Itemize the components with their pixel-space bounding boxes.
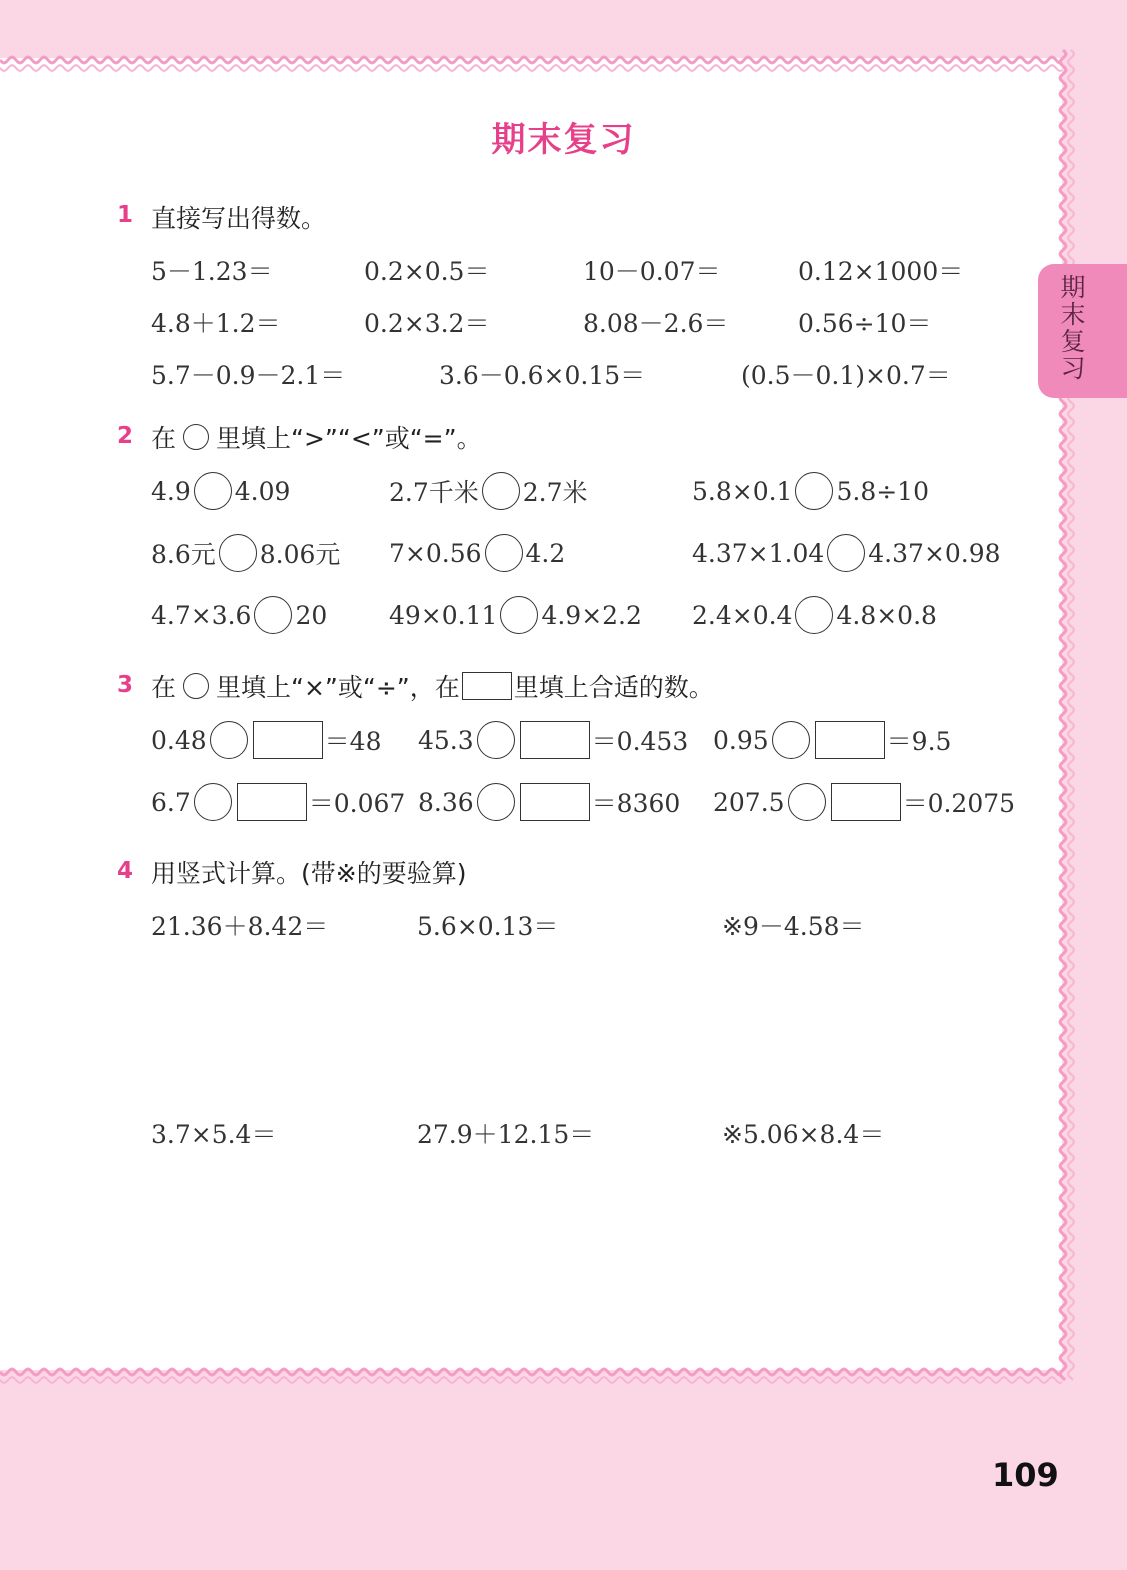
vertical-calc-item: ※9－4.58＝ (722, 912, 865, 941)
box-symbol-icon (462, 672, 512, 700)
circle-symbol-icon (183, 424, 209, 450)
compare-right: 20 (295, 600, 328, 630)
fill-right: ＝0.067 (308, 789, 406, 818)
instruction-part: 在 (151, 673, 177, 702)
page-number: 109 (992, 1456, 1059, 1494)
fill-left: 6.7 (151, 787, 191, 817)
operator-circle[interactable] (788, 783, 826, 821)
compare-left: 2.7千米 (389, 478, 479, 507)
fill-right: ＝9.5 (886, 727, 952, 756)
compare-left: 4.37×1.04 (692, 538, 825, 568)
compare-item (389, 596, 642, 634)
page-title: 期末复习 (491, 120, 636, 160)
compare-left: 2.4×0.4 (692, 600, 793, 630)
calc-item: 8.08－2.6＝ (583, 309, 729, 338)
compare-left: 4.9 (151, 476, 191, 506)
fill-left: 8.36 (418, 787, 474, 817)
compare-right: 2.7米 (522, 478, 588, 507)
answer-box[interactable] (520, 721, 590, 759)
answer-circle[interactable] (827, 534, 865, 572)
compare-item (692, 596, 937, 634)
compare-item (151, 534, 340, 572)
fill-left: 45.3 (418, 725, 474, 755)
answer-circle[interactable] (254, 596, 292, 634)
fill-left: 0.48 (151, 725, 207, 755)
answer-circle[interactable] (795, 472, 833, 510)
question-instruction (151, 419, 482, 455)
instruction-part: 里填上“×”或“÷”，在 (216, 673, 460, 702)
question-number: 3 (117, 672, 134, 698)
question-number: 4 (117, 858, 134, 884)
answer-circle[interactable] (795, 596, 833, 634)
instruction-part: 里填上“>”“<”或“=”。 (216, 424, 482, 453)
fill-right: ＝8360 (591, 789, 681, 818)
question-instruction (151, 668, 714, 704)
calc-item: 0.2×3.2＝ (364, 309, 490, 338)
question-number: 2 (117, 423, 134, 449)
compare-right: 5.8÷10 (836, 476, 929, 506)
operator-circle[interactable] (477, 783, 515, 821)
circle-symbol-icon (183, 673, 209, 699)
operator-circle[interactable] (210, 721, 248, 759)
fill-item (151, 783, 405, 821)
calc-item: 0.12×1000＝ (798, 257, 964, 286)
answer-box[interactable] (815, 721, 885, 759)
compare-item (389, 472, 588, 510)
answer-box[interactable] (253, 721, 323, 759)
compare-item (692, 472, 929, 510)
operator-circle[interactable] (194, 783, 232, 821)
fill-left: 0.95 (713, 725, 769, 755)
calc-item: 5.7－0.9－2.1＝ (151, 361, 346, 390)
compare-right: 8.06元 (259, 540, 341, 569)
calc-item: (0.5－0.1)×0.7＝ (741, 361, 951, 390)
answer-circle[interactable] (194, 472, 232, 510)
vertical-calc-item: 27.9＋12.15＝ (417, 1120, 595, 1149)
answer-circle[interactable] (485, 534, 523, 572)
answer-circle[interactable] (500, 596, 538, 634)
vertical-calc-item: 21.36＋8.42＝ (151, 912, 329, 941)
compare-right: 4.8×0.8 (836, 600, 937, 630)
compare-left: 49×0.11 (389, 600, 498, 630)
compare-left: 4.7×3.6 (151, 600, 252, 630)
fill-right: ＝0.2075 (902, 789, 1016, 818)
compare-right: 4.37×0.98 (868, 538, 1001, 568)
question-instruction: 直接写出得数。 (151, 204, 327, 233)
fill-item (418, 721, 688, 759)
compare-left: 5.8×0.1 (692, 476, 793, 506)
answer-circle[interactable] (219, 534, 257, 572)
compare-item (151, 472, 290, 510)
compare-item (389, 534, 565, 572)
vertical-calc-item: 5.6×0.13＝ (417, 912, 559, 941)
calc-item: 5－1.23＝ (151, 257, 273, 286)
fill-item (713, 783, 1015, 821)
calc-item: 0.2×0.5＝ (364, 257, 490, 286)
section-side-tab[interactable] (1038, 264, 1127, 398)
compare-item (151, 596, 327, 634)
compare-left: 8.6元 (151, 540, 216, 569)
compare-right: 4.9×2.2 (541, 600, 642, 630)
calc-item: 3.6－0.6×0.15＝ (439, 361, 646, 390)
question-instruction: 用竖式计算。(带※的要验算) (151, 859, 467, 888)
compare-left: 7×0.56 (389, 538, 482, 568)
question-number: 1 (117, 202, 134, 228)
operator-circle[interactable] (772, 721, 810, 759)
side-tab-label: 期末复习 (1057, 274, 1086, 382)
fill-right: ＝0.453 (591, 727, 689, 756)
calc-item: 0.56÷10＝ (798, 309, 932, 338)
fill-item (713, 721, 951, 759)
fill-right: ＝48 (324, 727, 382, 756)
instruction-part: 里填上合适的数。 (513, 673, 714, 702)
answer-circle[interactable] (482, 472, 520, 510)
fill-item (151, 721, 381, 759)
answer-box[interactable] (520, 783, 590, 821)
calc-item: 4.8＋1.2＝ (151, 309, 281, 338)
answer-box[interactable] (237, 783, 307, 821)
operator-circle[interactable] (477, 721, 515, 759)
answer-box[interactable] (831, 783, 901, 821)
compare-item (692, 534, 1001, 572)
vertical-calc-item: ※5.06×8.4＝ (722, 1120, 885, 1149)
compare-right: 4.2 (525, 538, 566, 568)
compare-right: 4.09 (234, 476, 291, 506)
calc-item: 10－0.07＝ (583, 257, 721, 286)
fill-item (418, 783, 680, 821)
vertical-calc-item: 3.7×5.4＝ (151, 1120, 277, 1149)
instruction-part: 在 (151, 424, 177, 453)
fill-left: 207.5 (713, 787, 785, 817)
